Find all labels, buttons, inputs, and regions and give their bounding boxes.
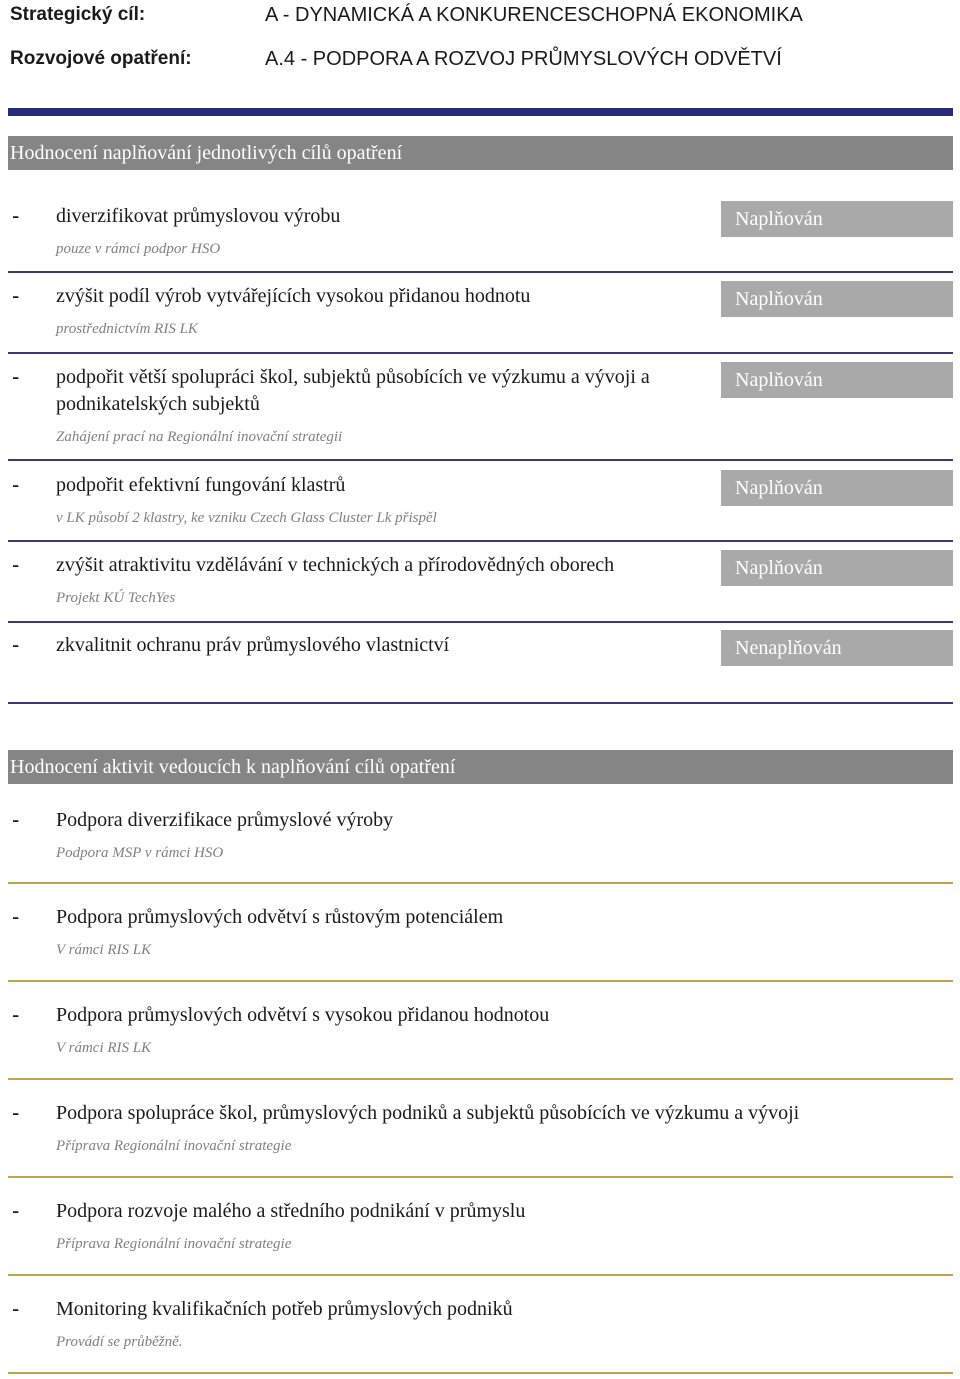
activity-note: Provádí se průběžně. — [56, 1334, 183, 1350]
header-divider — [8, 108, 953, 116]
bullet-dash: - — [12, 807, 20, 832]
bullet-dash: - — [12, 203, 20, 228]
strategic-goal-label: Strategický cíl: — [10, 4, 146, 25]
row-divider — [8, 271, 953, 273]
row-divider — [8, 1274, 953, 1276]
activity-text: Podpora diverzifikace průmyslové výroby — [56, 809, 394, 831]
bullet-dash: - — [12, 472, 20, 497]
activity-note: V rámci RIS LK — [56, 1040, 152, 1056]
activity-note: Příprava Regionální inovační strategie — [56, 1236, 292, 1252]
measure-row — [10, 44, 782, 74]
activity-note: Podpora MSP v rámci HSO — [56, 845, 224, 861]
row-divider — [8, 621, 953, 623]
activity-text: Podpora spolupráce škol, průmyslových podniků a subjektů působících ve výzkumu a vývoji — [56, 1102, 800, 1124]
goal-note: Zahájení prací na Regionální inovační strategii — [56, 429, 343, 445]
goal-text: zvýšit podíl výrob vytvářejících vysokou přidanou hodnotu — [56, 285, 531, 307]
row-divider — [8, 352, 953, 354]
activity-text: Podpora rozvoje malého a středního podnikání v průmyslu — [56, 1200, 526, 1222]
goal-note: pouze v rámci podpor HSO — [56, 241, 221, 257]
goal-note: v LK působí 2 klastry, ke vzniku Czech Glass Cluster Lk přispěl — [56, 510, 437, 526]
row-divider — [8, 882, 953, 884]
status-badge: Naplňován — [721, 281, 953, 317]
row-divider — [8, 459, 953, 461]
bullet-dash: - — [12, 552, 20, 577]
activity-text: Podpora průmyslových odvětví s vysokou přidanou hodnotou — [56, 1004, 550, 1026]
goal-text: zkvalitnit ochranu práv průmyslového vlastnictví — [56, 634, 450, 656]
row-divider — [8, 1078, 953, 1080]
row-divider — [8, 980, 953, 982]
bullet-dash: - — [12, 1100, 20, 1125]
strategic-goal-row — [10, 0, 803, 30]
goals-section-title — [8, 136, 953, 170]
goal-note: prostřednictvím RIS LK — [56, 321, 198, 337]
bullet-dash: - — [12, 283, 20, 308]
goals-section-title-text: Hodnocení naplňování jednotlivých cílů opatření — [10, 142, 403, 164]
bullet-dash: - — [12, 364, 20, 389]
goal-text: zvýšit atraktivitu vzdělávání v technických a přírodovědných oborech — [56, 554, 615, 576]
bullet-dash: - — [12, 632, 20, 657]
bullet-dash: - — [12, 1198, 20, 1223]
section-divider — [8, 702, 953, 704]
status-badge: Naplňován — [721, 201, 953, 237]
row-divider — [8, 1372, 953, 1374]
measure-label: Rozvojové opatření: — [10, 48, 192, 69]
activity-note: Příprava Regionální inovační strategie — [56, 1138, 292, 1154]
bullet-dash: - — [12, 904, 20, 929]
strategic-goal-value: A - DYNAMICKÁ A KONKURENCESCHOPNÁ EKONOMIKA — [265, 3, 803, 26]
status-badge: Naplňován — [721, 362, 953, 398]
goal-text: podpořit větší spolupráci škol, subjektů působících ve výzkumu a vývoji a podnikatelských subjektů — [56, 366, 650, 415]
measure-value: A.4 - PODPORA A ROZVOJ PRŮMYSLOVÝCH ODVĚTVÍ — [265, 47, 782, 70]
goal-note: Projekt KÚ TechYes — [56, 590, 176, 606]
activities-section-title-text: Hodnocení aktivit vedoucích k naplňování cílů opatření — [10, 756, 456, 778]
row-divider — [8, 1176, 953, 1178]
status-badge: Naplňován — [721, 550, 953, 586]
activity-text: Monitoring kvalifikačních potřeb průmyslových podniků — [56, 1298, 513, 1320]
activities-section-title — [8, 750, 953, 784]
bullet-dash: - — [12, 1002, 20, 1027]
activity-note: V rámci RIS LK — [56, 942, 152, 958]
goal-text: diverzifikovat průmyslovou výrobu — [56, 205, 341, 227]
status-badge: Naplňován — [721, 470, 953, 506]
row-divider — [8, 540, 953, 542]
activity-text: Podpora průmyslových odvětví s růstovým potenciálem — [56, 906, 504, 928]
bullet-dash: - — [12, 1296, 20, 1321]
goal-text: podpořit efektivní fungování klastrů — [56, 474, 346, 496]
status-badge: Nenaplňován — [721, 630, 953, 666]
